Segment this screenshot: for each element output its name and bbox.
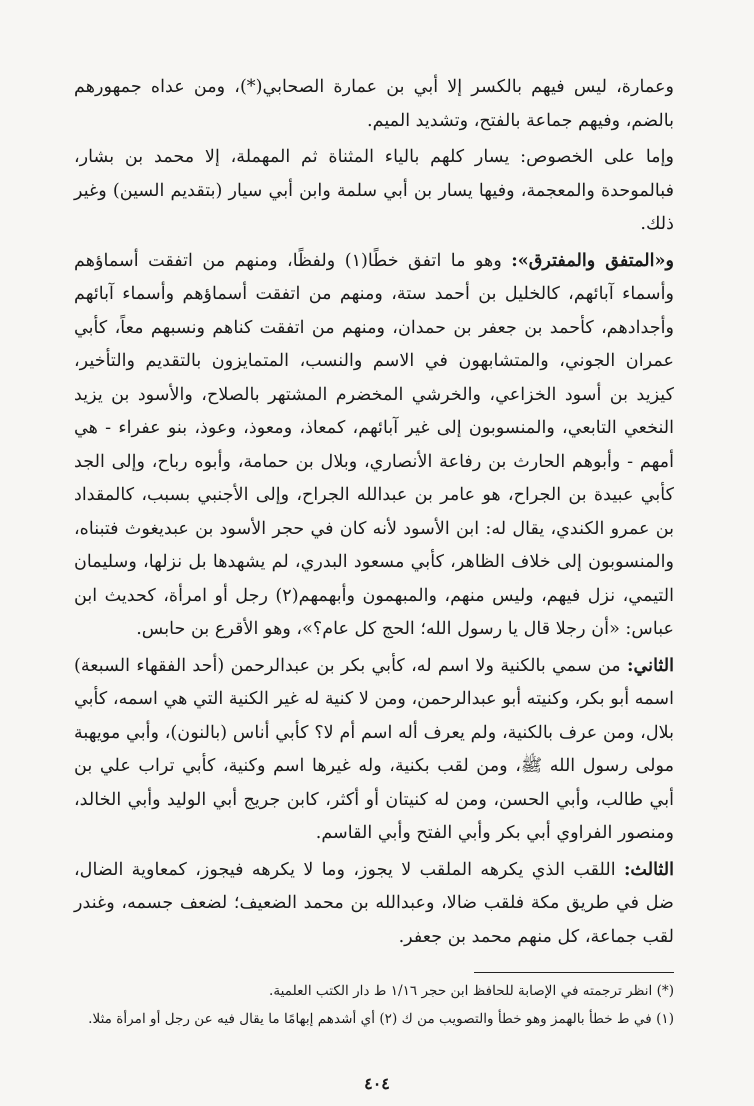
main-text: [74, 70, 674, 954]
paragraph-body: من سمي بالكنية ولا اسم له، كأبي بكر بن عبدالرحمن (أحد الفقهاء السبعة) اسمه أبو بكر، وكنيته أبو عبدالرحمن، ومن لا كنية له غير الكنية التي هي اسمه، كأبي بلال، ومن عرف بالكنية، ولم يعرف أله اسم أم لا؟ كأبي أناس (بالنون)، وأبي مويهبة مولى رسول الله ﷺ، ومن لقب بكنية، وله غيرها اسم وكنية، كأبي تراب علي بن أبي طالب، وأبي الحسن، ومن له كنيتان أو أكثر، كابن جريج أبي الوليد وأبي الخالد، ومنصور الفراوي أبي بكر وأبي الفتح وأبي القاسم.: [74, 655, 674, 843]
paragraph-lead: و«المتفق والمفترق»:: [511, 249, 674, 271]
paragraph-lead: الثالث:: [623, 858, 674, 880]
page-number: ٤٠٤: [364, 1074, 390, 1093]
footnotes: [74, 980, 674, 1036]
paragraph-5: [74, 853, 674, 955]
paragraph-4: [74, 649, 674, 851]
paragraph-2: [74, 140, 674, 242]
footnote: (١) في ط خطأ بالهمز وهو خطأ والتصويب من ك (٢) أي أشدهم إبهامًا ما يقال فيه عن رجل أو امرأة مثلا.: [88, 1011, 674, 1027]
paragraph-lead: الثاني:: [627, 654, 674, 676]
paragraph-body: وهو ما اتفق خطًا(١) ولفظًا، ومنهم من اتفقت أسماؤهم وأسماء آبائهم، كالخليل بن أحمد ستة، ومنهم من اتفقت أسماؤهم وأسماء آبائهم وأجدادهم، كأحمد بن جعفر بن حمدان، ومنهم من اتفقت كناهم ونسبهم معاً، كأبي عمران الجوني، والمتشابهون في الاسم والنسب، المتمايزون بالتقديم والتأخير، كيزيد بن أسود الخزاعي، والخرشي المخضرم المشتهر بالصلاح، والأسود بن يزيد النخعي التابعي، والمنسوبون إلى غير آبائهم، كمعاذ، ومعوذ، وعوذ، بنو عفراء - هي أمهم - وأبوهم الحارث بن رفاعة الأنصاري، وبلال بن حمامة، وأبوه رباح، وإلى الجد كأبي عبيدة بن الجراح، هو عامر بن عبدالله الجراح، وإلى الأجنبي بسبب، كالمقداد بن عمرو الكندي، يقال له: ابن الأسود لأنه كان في حجر الأسود بن عبديغوث فتبناه، والمنسوبون إلى خلاف الظاهر، كأبي مسعود البدري، لم يشهدها بل نزلها، وسليمان التيمي، نزل فيهم، وليس منهم، والمبهمون وأبهمهم(٢) رجل أو امرأة، كحديث ابن عباس: «أن رجلا قال يا رسول الله؛ الحج كل عام؟»، وهو الأقرع بن حابس.: [74, 250, 674, 639]
paragraph-1: [74, 70, 674, 138]
paragraph-body: وإما على الخصوص: يسار كلهم بالياء المثناة ثم المهملة، إلا محمد بن بشار، فبالموحدة والمعجمة، وفيها يسار بن أبي سلمة وابن أبي سيار (بتقديم السين) وغير ذلك.: [74, 147, 674, 234]
paragraph-body: اللقب الذي يكرهه الملقب لا يجوز، وما لا يكرهه فيجوز، كمعاوية الضال، ضل في طريق مكة فلقب ضالا، وعبدالله بن محمد الضعيف؛ لضعف جسمه، وغندر لقب جماعة، كل منهم محمد بن جعفر.: [74, 859, 674, 947]
paragraph-3: [74, 244, 674, 647]
footnote-divider: [474, 972, 674, 973]
footnote: (*) انظر ترجمته في الإصابة للحافظ ابن حجر ١/١٦ ط دار الكتب العلمية.: [269, 983, 674, 999]
paragraph-body: وعمارة، ليس فيهم بالكسر إلا أبي بن عمارة الصحابي(*)، ومن عداه جمهورهم بالضم، وفيهم جماعة بالفتح، وتشديد الميم.: [74, 77, 674, 131]
